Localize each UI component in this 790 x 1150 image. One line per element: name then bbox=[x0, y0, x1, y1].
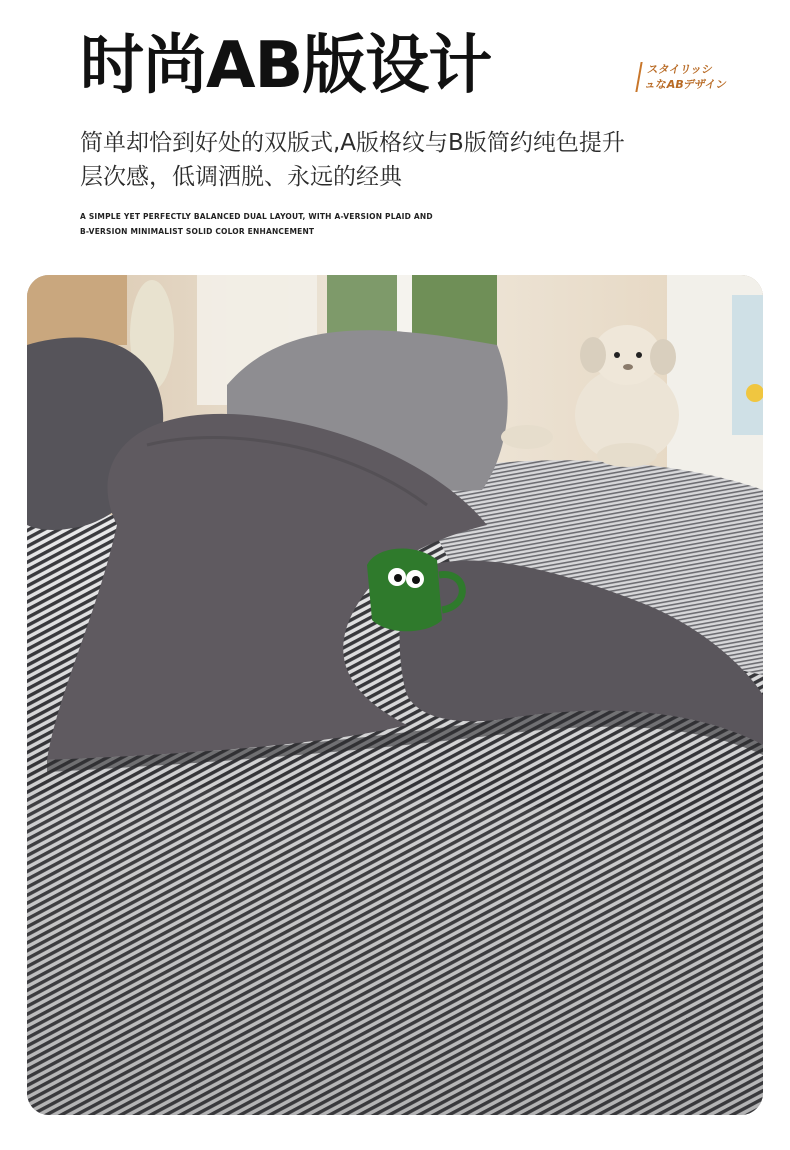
page-title: 时尚AB版设计 bbox=[80, 29, 492, 103]
english-description bbox=[80, 209, 433, 239]
tagline-line-1: スタイリッシ bbox=[646, 63, 714, 76]
english-line-1: A SIMPLE YET PERFECTLY BALANCED DUAL LAYOUT, WITH A-VERSION PLAID AND bbox=[80, 212, 433, 221]
description-line-1: 简单却恰到好处的双版式,A版格纹与B版简约纯色提升 bbox=[80, 130, 625, 156]
window-right bbox=[732, 295, 763, 435]
chinese-description bbox=[80, 126, 720, 194]
tagline-line-2: ュなABデザイン bbox=[643, 78, 728, 91]
bedding-illustration bbox=[27, 275, 763, 1115]
japanese-tagline bbox=[635, 62, 730, 92]
english-line-2: B-VERSION MINIMALIST SOLID COLOR ENHANCEMENT bbox=[80, 227, 315, 236]
description-line-2: 层次感，低调洒脱、永远的经典 bbox=[80, 164, 402, 190]
bedding-photo bbox=[27, 275, 763, 1115]
